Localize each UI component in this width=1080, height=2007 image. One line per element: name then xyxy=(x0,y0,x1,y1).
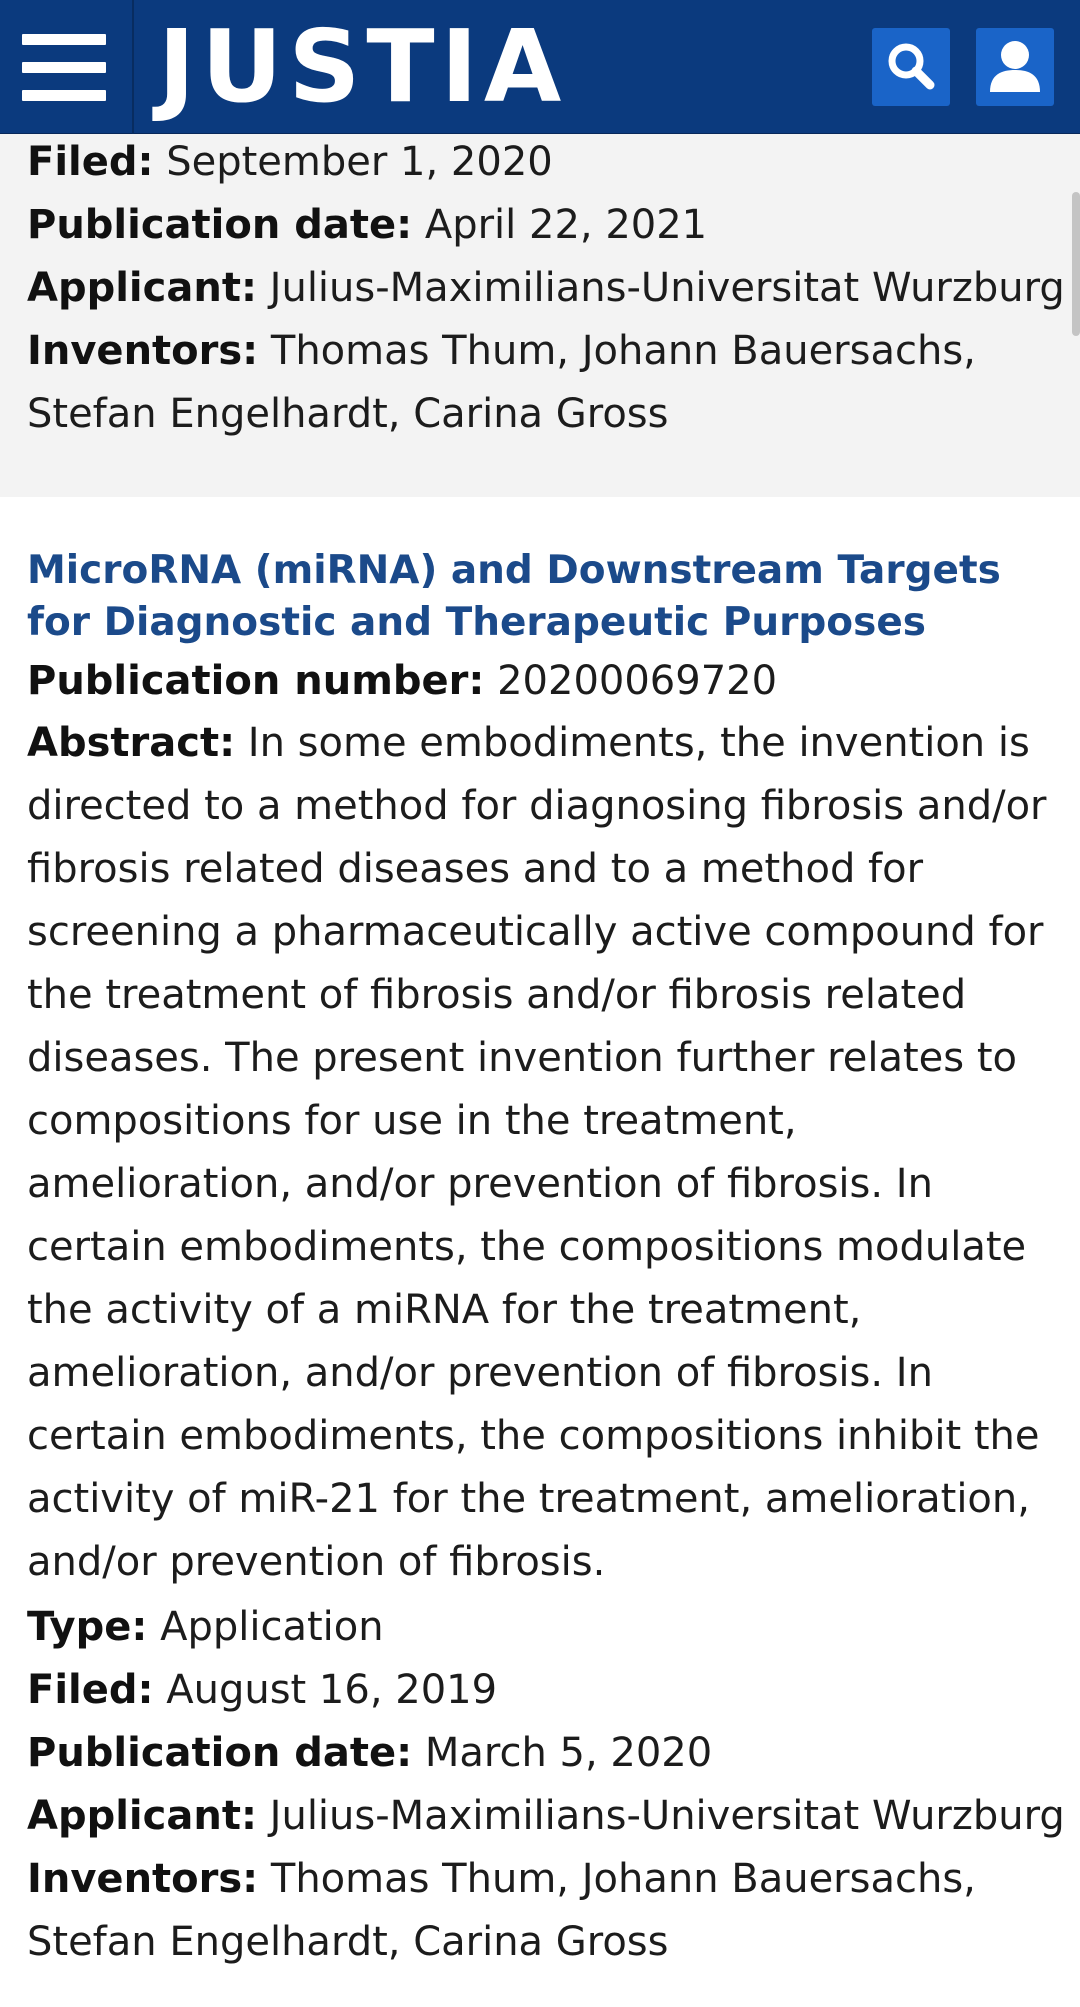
applicant-row xyxy=(27,1785,1065,1847)
applicant-label: Applicant: xyxy=(27,265,257,311)
filed-label: Filed: xyxy=(27,1667,154,1713)
applicant-label: Applicant: xyxy=(27,1793,257,1839)
inventors-row xyxy=(27,1848,976,1910)
type-value: Application xyxy=(160,1604,384,1650)
inventors-label: Inventors: xyxy=(27,1856,259,1902)
pubdate-label: Publication date: xyxy=(27,202,413,248)
pubnum-value: 20200069720 xyxy=(497,658,778,704)
prev-inventors-row xyxy=(27,320,976,382)
abstract-label: Abstract: xyxy=(27,720,236,766)
prev-applicant-row xyxy=(27,257,1065,319)
type-label: Type: xyxy=(27,1604,148,1650)
abstract-text: In some embodiments, the invention is directed to a method for diagnosing fibrosis and/or fibrosis related diseases and to a method for screening a pharmaceutically active compound for the treatment of fibrosis and/or fibrosis related diseases. The present invention further relates to compositions for use in the treatment, amelioration, and/or prevention of fibrosis. In certain embodiments, the compositions modulate the activity of a miRNA for the treatment, amelioration, and/or prevention of fibrosis. In certain embodiments, the compositions inhibit the activity of miR-21 for the treatment, amelioration, and/or prevention of fibrosis. xyxy=(27,720,1047,1585)
filed-row xyxy=(27,1659,497,1721)
hamburger-menu-icon[interactable] xyxy=(22,34,108,102)
pubnum-label: Publication number: xyxy=(27,658,485,704)
inventors-value-line2: Stefan Engelhardt, Carina Gross xyxy=(27,1919,669,1965)
prev-inventors-row-2 xyxy=(27,383,668,445)
pubnum-row xyxy=(27,650,777,712)
inventors-row-2 xyxy=(27,1911,668,1973)
account-button[interactable] xyxy=(976,28,1054,106)
justia-logo[interactable]: JUSTIA xyxy=(158,8,568,125)
search-icon xyxy=(872,28,950,106)
inventors-value-line1: Thomas Thum, Johann Bauersachs, xyxy=(270,328,976,374)
search-button[interactable] xyxy=(872,28,950,106)
pubdate-label: Publication date: xyxy=(27,1730,413,1776)
inventors-value-line2: Stefan Engelhardt, Carina Gross xyxy=(27,391,669,437)
prev-pubdate-row xyxy=(27,194,707,256)
abstract-paragraph xyxy=(27,712,1057,1594)
prev-filed-row xyxy=(27,131,553,193)
filed-value: August 16, 2019 xyxy=(166,1667,498,1713)
filed-value: September 1, 2020 xyxy=(166,139,553,185)
scrollbar-thumb[interactable] xyxy=(1072,192,1080,336)
result-title-link[interactable]: MicroRNA (miRNA) and Downstream Targets for Diagnostic and Therapeutic Purposes xyxy=(27,548,1001,645)
applicant-value: Julius-Maximilians-Universitat Wurzburg xyxy=(269,265,1065,311)
pubdate-value: April 22, 2021 xyxy=(424,202,708,248)
filed-label: Filed: xyxy=(27,139,154,185)
top-header xyxy=(0,0,1080,134)
inventors-label: Inventors: xyxy=(27,328,259,374)
inventors-value-line1: Thomas Thum, Johann Bauersachs, xyxy=(270,1856,976,1902)
header-divider xyxy=(132,0,134,134)
pubdate-row xyxy=(27,1722,712,1784)
applicant-value: Julius-Maximilians-Universitat Wurzburg xyxy=(269,1793,1065,1839)
pubdate-value: March 5, 2020 xyxy=(424,1730,713,1776)
type-row xyxy=(27,1596,384,1658)
user-icon xyxy=(976,28,1054,106)
